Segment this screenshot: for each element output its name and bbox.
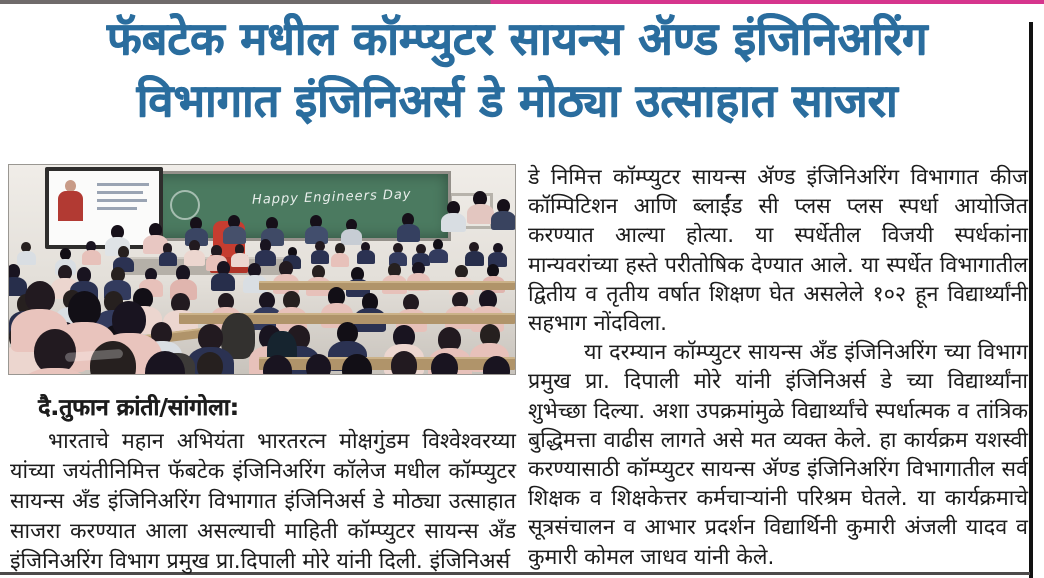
person-body (82, 250, 101, 264)
person-figure (184, 240, 205, 267)
person-figure (17, 242, 35, 265)
slide-text-line (97, 207, 137, 210)
person-figure (471, 356, 516, 375)
person-figure (488, 243, 507, 267)
person-body (331, 253, 350, 267)
headline-line-1: फॅबटेक मधील कॉम्प्युटर सायन्स ॲण्ड इंजिनिअरिंग (106, 12, 928, 65)
person-figure (127, 351, 203, 375)
person-body (159, 252, 177, 265)
chalkboard-text: Happy Engineers Day (251, 187, 412, 208)
person-head (145, 351, 185, 375)
headline (0, 8, 1034, 132)
person-figure (465, 242, 484, 266)
person-body (184, 250, 205, 266)
person-figure (223, 215, 246, 244)
slide-text-line (97, 191, 143, 194)
person-head (263, 355, 292, 375)
person-figure (329, 354, 386, 375)
person-figure (467, 191, 494, 224)
body-paragraph-right-2: या दरम्यान कॉम्प्युटर सायन्स अँड इंजिनिअरिंग च्या विभाग प्रमुख प्रा. दिपाली मोरे यांनी इंजिनिअर्स डे च्या विद्यार्थ्यांना शुभेच्छा दिल्या. अशा उपक्रमांमुळे विद्यार्थ्यांचे स्पर्धात्मक व तांत्रिक बुद्धिमत्ता वाढीस लागते असे मत व्यक्त केले. हा कार्यक्रम यशस्वी करण्यासाठी कॉम्प्युटर सायन्स ॲण्ड इंजिनिअरिंग विभागातील सर्व शिक्षक व शिक्षकेत्तर कर्मचाऱ्यांनी परिश्रम घेतले. या कार्यक्रमाचे सूत्रसंचालन व आभार प्रदर्शन विद्यार्थिनी कुमारी अंजली यादव व कुमारी कोमल जाधव यांनी केले. (528, 340, 1028, 570)
person-body (211, 273, 235, 291)
person-figure (389, 243, 407, 266)
person-figure (159, 243, 177, 265)
person-head (342, 354, 372, 375)
person-body (357, 250, 374, 263)
person-figure (331, 243, 350, 266)
headline-line-2: विभागात इंजिनिअर्स डे मोठ्या उत्साहात साजरा (136, 74, 898, 127)
person-figure (419, 353, 470, 375)
dateline: दै.तुफान क्रांती/सांगोला: (38, 395, 239, 421)
person-figure (82, 241, 101, 264)
person-figure (397, 213, 420, 242)
right-column (528, 163, 1028, 572)
person-head (431, 353, 458, 375)
person-figure (211, 261, 235, 291)
person-body (397, 224, 420, 241)
left-column (10, 390, 516, 577)
person-body (491, 211, 516, 230)
slide-text-line (97, 199, 147, 202)
desk (259, 281, 515, 290)
person-figure (491, 199, 516, 230)
person-figure (311, 241, 329, 263)
person-head (483, 356, 510, 375)
chalk-logo-icon (170, 190, 200, 220)
classroom-photo (8, 164, 516, 375)
person-figure (441, 201, 466, 232)
person-body (467, 204, 494, 224)
person-body (311, 250, 329, 264)
person-body (441, 213, 466, 232)
person-body (429, 249, 448, 264)
person-head (391, 351, 417, 375)
top-rule (0, 0, 1044, 4)
person-body (223, 226, 246, 243)
person-figure (305, 215, 328, 244)
body-paragraph-right-1: डे निमित्त कॉम्प्युटर सायन्स ॲण्ड इंजिनिअरिंग विभागात कीज कॉम्पिटिशन आणि ब्लाईंड सी प्लस प्लस स्पर्धा आयोजित करण्यात आल्या होत्या. या स्पर्धेतील विजयी स्पर्धकांना मान्यवरांच्या हस्ते परीतोषिक देण्यात आले. या स्पर्धेत विभागातील द्वितीय व तृतीय वर्षात शिक्षण घेत असलेले १०२ हून विद्यार्थ्यांनी सहभाग नोंदविला. (528, 165, 1028, 337)
person-figure (429, 239, 448, 263)
slide-text-line (97, 183, 149, 186)
slide-portrait-body (58, 191, 83, 221)
body-paragraph-left: भारताचे महान अभियंता भारतरत्न मोक्षगुंडम विश्वेश्वरय्या यांच्या जयंतीनिमित्त फॅबटेक इंजिनिअरिंग कॉलेज मधील कॉम्प्युटर सायन्स अँड इंजिनिअरिंग विभागात इंजिनिअर्स डे मोठ्या उत्साहात साजरा करण्यात आला असल्याची माहिती कॉम्प्युटर सायन्स अँड इंजिनिअरिंग विभाग प्रमुख प्रा.दिपाली मोरे यांनी दिली. इंजिनिअर्स (10, 429, 516, 574)
person-figure (357, 242, 374, 264)
